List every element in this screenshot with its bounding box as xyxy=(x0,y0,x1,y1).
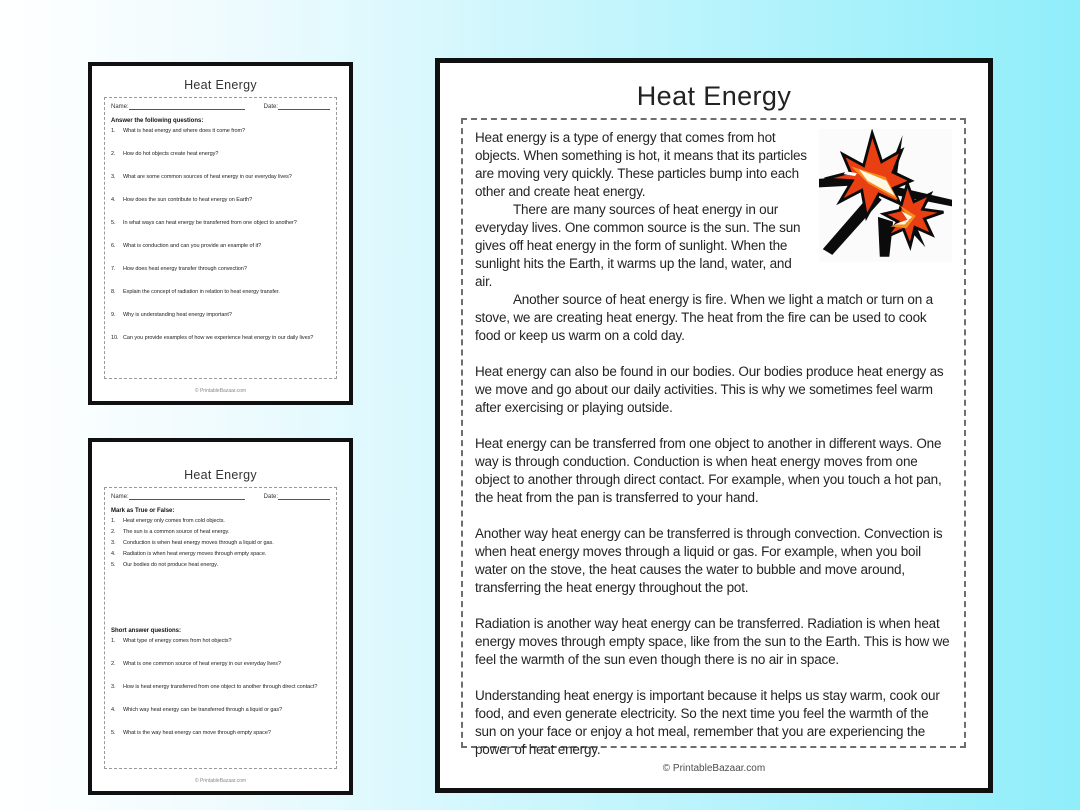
item-text: How is heat energy transferred from one object to another through direct contact? xyxy=(123,683,318,690)
worksheet-title: Heat Energy xyxy=(184,78,257,92)
date-underline xyxy=(278,103,330,110)
question-text: How does heat energy transfer through convection? xyxy=(123,266,247,272)
question-item xyxy=(111,220,330,228)
item-number: 3. xyxy=(111,540,116,546)
name-underline xyxy=(129,103,245,110)
date-label: Date: xyxy=(263,494,278,500)
date-underline xyxy=(278,493,330,500)
item-text: Our bodies do not produce heat energy. xyxy=(123,562,218,568)
question-text: What are some common sources of heat energy in our everyday lives? xyxy=(123,174,292,180)
question-number: 2. xyxy=(111,151,116,157)
short-answer-item xyxy=(111,661,330,669)
item-text: The sun is a common source of heat energy. xyxy=(123,529,230,535)
worksheet-page-questions xyxy=(88,62,353,405)
question-item xyxy=(111,197,330,205)
question-item xyxy=(111,312,330,320)
question-text: What is heat energy and where does it come from? xyxy=(123,128,246,134)
worksheet-content-box xyxy=(104,487,337,769)
question-number: 5. xyxy=(111,220,116,226)
item-number: 5. xyxy=(111,729,116,736)
date-label: Date: xyxy=(263,104,278,110)
question-number: 6. xyxy=(111,243,116,249)
true-false-item xyxy=(111,529,330,537)
page-title: Heat Energy xyxy=(636,81,792,111)
question-number: 7. xyxy=(111,266,116,272)
name-label: Name: xyxy=(111,494,129,500)
passage-paragraph: Heat energy can also be found in our bodies. Our bodies produce heat energy as we move and go about our daily activities. This is why we sometimes feel warm after exercising or playing outside. xyxy=(475,364,944,415)
question-item xyxy=(111,151,330,159)
name-underline xyxy=(129,493,245,500)
passage-paragraph: Heat energy can be transferred from one object to another in different ways. One way is through conduction. Conduction is when heat energy moves from one object to another through direct contact. For example, when you touch a hot pan, the heat from the pan is transferred to your hand. xyxy=(475,436,942,505)
question-item xyxy=(111,335,330,343)
question-text: How do hot objects create heat energy? xyxy=(123,151,219,157)
true-false-heading: Mark as True or False: xyxy=(111,508,175,514)
item-number: 3. xyxy=(111,683,116,690)
item-number: 1. xyxy=(111,518,116,524)
item-number: 4. xyxy=(111,706,116,713)
question-text: In what ways can heat energy be transferred from one object to another? xyxy=(123,220,297,226)
worksheet-title: Heat Energy xyxy=(184,468,257,482)
question-item xyxy=(111,289,330,297)
question-number: 3. xyxy=(111,174,116,180)
question-number: 8. xyxy=(111,289,116,295)
item-text: Heat energy only comes from cold objects. xyxy=(123,518,225,524)
item-text: What type of energy comes from hot objects? xyxy=(123,637,232,644)
true-false-item xyxy=(111,562,330,570)
question-text: Can you provide examples of how we experience heat energy in our daily lives? xyxy=(123,335,314,341)
item-text: What is the way heat energy can move through empty space? xyxy=(123,729,271,736)
question-number: 10. xyxy=(111,335,119,341)
copyright-footer: © PrintableBazaar.com xyxy=(194,388,247,394)
passage-paragraph: Another source of heat energy is fire. When we light a match or turn on a stove, we are creating heat energy. The heat from the fire can be used to cook food or keep us warm on a cold day. xyxy=(475,292,933,343)
question-item xyxy=(111,128,330,136)
passage-content-box xyxy=(461,118,966,757)
name-label: Name: xyxy=(111,104,129,110)
short-answer-item xyxy=(111,684,330,692)
explosion-icon xyxy=(819,129,952,262)
passage-paragraph: Radiation is another way heat energy can be transferred. Radiation is when heat energy moves through empty space, like from the sun to the Earth. This is how we feel the warmth of the sun even though there is no air in space. xyxy=(475,616,950,667)
reading-passage-page xyxy=(435,58,993,793)
passage-paragraph: Another way heat energy can be transferred is through convection. Convection is when heat energy moves through a liquid or gas. For example, when you boil water on the stove, the heat causes the water to bubble and move around, transferring the heat energy throughout the pot. xyxy=(475,526,943,595)
short-answer-item xyxy=(111,707,330,715)
question-number: 9. xyxy=(111,312,116,318)
item-text: Radiation is when heat energy moves through empty space. xyxy=(123,551,267,557)
question-item xyxy=(111,266,330,274)
item-number: 4. xyxy=(111,551,116,557)
question-text: What is conduction and can you provide an example of it? xyxy=(123,243,262,249)
worksheet-page-true-false xyxy=(88,438,353,795)
section-heading: Answer the following questions: xyxy=(111,118,204,124)
short-answer-item xyxy=(111,730,330,738)
question-text: Explain the concept of radiation in relation to heat energy transfer. xyxy=(123,289,280,295)
item-number: 1. xyxy=(111,637,116,644)
true-false-item xyxy=(111,518,330,526)
copyright-footer: © PrintableBazaar.com xyxy=(662,763,766,774)
true-false-item xyxy=(111,551,330,559)
passage-paragraph: Heat energy is a type of energy that comes from hot objects. When something is hot, it means that its particles are moving very quickly. These particles bump into each other and create heat energy. xyxy=(475,130,807,199)
item-text: Which way heat energy can be transferred through a liquid or gas? xyxy=(123,706,283,713)
name-date-row xyxy=(111,493,330,500)
item-number: 2. xyxy=(111,660,116,667)
question-item xyxy=(111,243,330,251)
worksheet-content-box xyxy=(104,97,337,379)
question-text: Why is understanding heat energy important? xyxy=(123,312,232,318)
passage-paragraph: There are many sources of heat energy in our everyday lives. One common source is the sun. The sun gives off heat energy in the form of sunlight. When the sunlight hits the Earth, it warms up the land, water, and air. xyxy=(475,202,801,289)
item-number: 5. xyxy=(111,562,116,568)
short-answer-heading: Short answer questions: xyxy=(111,627,182,634)
true-false-item xyxy=(111,540,330,548)
question-text: How does the sun contribute to heat energy on Earth? xyxy=(123,197,253,203)
short-answer-item xyxy=(111,638,330,646)
item-number: 2. xyxy=(111,529,116,535)
passage-paragraph: Understanding heat energy is important because it helps us stay warm, cook our food, and even generate electricity. So the next time you feel the warmth of the sun on your face or enjoy a hot meal, remember that you are experiencing the power of heat energy. xyxy=(475,688,940,757)
question-number: 4. xyxy=(111,197,116,203)
item-text: Conduction is when heat energy moves through a liquid or gas. xyxy=(123,540,274,546)
copyright-footer: © PrintableBazaar.com xyxy=(194,778,247,784)
name-date-row xyxy=(111,103,330,110)
item-text: What is one common source of heat energy in our everyday lives? xyxy=(123,660,281,667)
question-item xyxy=(111,174,330,182)
question-number: 1. xyxy=(111,128,116,134)
explosion-collision-illustration xyxy=(819,129,952,262)
